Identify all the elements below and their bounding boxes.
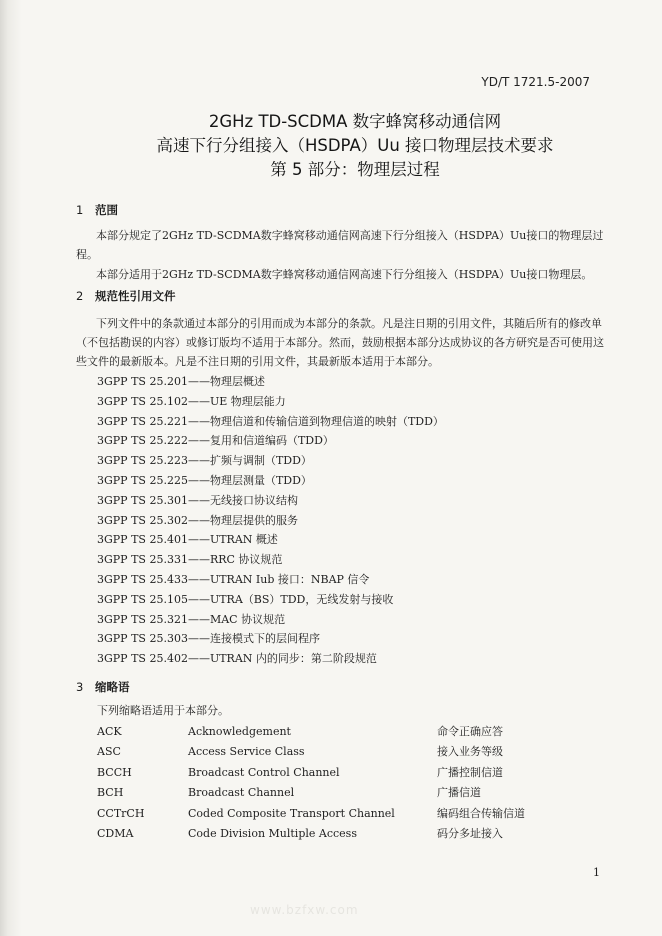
reference-code: 3GPP TS 25.303 xyxy=(97,632,188,646)
abbreviation-row xyxy=(97,804,577,824)
reference-item xyxy=(97,570,444,590)
reference-code: 3GPP TS 25.433 xyxy=(97,572,188,586)
abbreviation: ASC xyxy=(97,745,121,759)
section-2-heading xyxy=(76,288,176,304)
reference-item xyxy=(97,530,444,550)
abbreviations-intro: 下列缩略语适用于本部分。 xyxy=(97,704,229,717)
reference-code: 3GPP TS 25.401 xyxy=(97,533,188,547)
reference-item xyxy=(97,451,444,471)
reference-title: MAC 协议规范 xyxy=(209,612,286,626)
reference-title: 连接模式下的层间程序 xyxy=(209,632,320,646)
reference-item xyxy=(97,372,444,392)
full-term: Coded Composite Transport Channel xyxy=(188,806,395,820)
reference-code: 3GPP TS 25.105 xyxy=(97,592,188,606)
section-3-heading xyxy=(76,679,130,695)
reference-item xyxy=(97,511,444,531)
abbreviation-row xyxy=(97,742,577,762)
abbreviation-row xyxy=(97,824,577,844)
title-line-3: 第 5 部分：物理层过程 xyxy=(270,160,440,179)
abbreviation: ACK xyxy=(97,725,122,738)
reference-dash: —— xyxy=(187,592,210,606)
reference-code: 3GPP TS 25.321 xyxy=(97,612,188,626)
reference-code: 3GPP TS 25.402 xyxy=(97,652,188,666)
reference-dash: —— xyxy=(187,454,210,468)
reference-list xyxy=(97,372,444,669)
abbreviation: BCCH xyxy=(97,765,132,779)
reference-item xyxy=(97,491,444,511)
chinese-term: 编码组合传输信道 xyxy=(437,806,525,820)
chinese-term: 广播控制信道 xyxy=(437,765,503,779)
abbreviation: BCH xyxy=(97,786,124,800)
chinese-term: 码分多址接入 xyxy=(437,826,503,840)
reference-dash: —— xyxy=(187,652,210,666)
abbreviation-row xyxy=(97,763,577,783)
footer-watermark: www.bzfxw.com xyxy=(250,903,359,917)
reference-item xyxy=(97,392,444,412)
reference-code: 3GPP TS 25.223 xyxy=(97,454,188,468)
chinese-term: 命令正确应答 xyxy=(437,725,503,738)
title-line-2: 高速下行分组接入（HSDPA）Uu 接口物理层技术要求 xyxy=(156,136,554,155)
abbreviation-row xyxy=(97,783,577,803)
reference-code: 3GPP TS 25.222 xyxy=(97,434,188,448)
section-1-paragraph-1: 本部分规定了2GHz TD-SCDMA数字蜂窝移动通信网高速下行分组接入（HSDPA）Uu接口的物理层过程。 xyxy=(76,229,604,261)
reference-code: 3GPP TS 25.331 xyxy=(97,553,188,567)
reference-title: 物理层概述 xyxy=(209,375,265,388)
reference-code: 3GPP TS 25.301 xyxy=(97,493,188,507)
abbreviation-table xyxy=(97,722,577,844)
reference-dash: —— xyxy=(187,612,210,626)
section-number: 2 xyxy=(76,289,84,303)
reference-code: 3GPP TS 25.225 xyxy=(97,473,188,487)
reference-dash: —— xyxy=(187,572,210,586)
reference-code: 3GPP TS 25.302 xyxy=(97,513,188,527)
reference-item xyxy=(97,431,444,451)
abbreviation: CCTrCH xyxy=(97,806,145,820)
reference-item xyxy=(97,629,444,649)
reference-dash: —— xyxy=(187,394,210,408)
abbreviation: CDMA xyxy=(97,826,134,840)
reference-item xyxy=(97,550,444,570)
reference-title: RRC 协议规范 xyxy=(209,553,283,567)
reference-item xyxy=(97,610,444,630)
reference-code: 3GPP TS 25.221 xyxy=(97,414,188,428)
reference-title: 物理信道和传输信道到物理信道的映射（TDD） xyxy=(209,414,444,428)
section-title: 范围 xyxy=(95,203,118,217)
abbreviation-row xyxy=(97,722,577,742)
reference-title: UTRAN 概述 xyxy=(209,533,278,547)
section-title: 缩略语 xyxy=(95,680,130,694)
chinese-term: 广播信道 xyxy=(437,786,481,800)
reference-dash: —— xyxy=(187,375,210,388)
chinese-term: 接入业务等级 xyxy=(437,745,503,759)
section-1-heading xyxy=(76,202,118,218)
reference-dash: —— xyxy=(187,493,210,507)
reference-dash: —— xyxy=(187,513,210,527)
reference-dash: —— xyxy=(187,473,210,487)
section-2-paragraph: 下列文件中的条款通过本部分的引用而成为本部分的条款。凡是注日期的引用文件，其随后所有的修改单（不包括勘误的内容）或修订版均不适用于本部分。然而，鼓励根据本部分达成协议的各方研究是否可使用这些文件的最新版本。凡是不注日期的引用文件，其最新版本适用于本部分。 xyxy=(76,317,604,368)
reference-dash: —— xyxy=(187,632,210,646)
reference-title: UE 物理层能力 xyxy=(209,394,286,408)
reference-item xyxy=(97,412,444,432)
reference-title: 物理层提供的服务 xyxy=(209,513,298,527)
reference-title: UTRA（BS）TDD，无线发射与接收 xyxy=(209,592,394,606)
section-number: 1 xyxy=(76,203,84,217)
reference-dash: —— xyxy=(187,434,210,448)
full-term: Acknowledgement xyxy=(188,725,291,738)
section-number: 3 xyxy=(76,680,84,694)
reference-code: 3GPP TS 25.201 xyxy=(97,375,188,388)
reference-title: 扩频与调制（TDD） xyxy=(209,454,312,468)
reference-title: 无线接口协议结构 xyxy=(209,493,298,507)
reference-dash: —— xyxy=(187,553,210,567)
page-number: 1 xyxy=(593,866,600,879)
full-term: Broadcast Channel xyxy=(188,786,295,800)
standard-number: YD/T 1721.5-2007 xyxy=(481,75,590,89)
reference-code: 3GPP TS 25.102 xyxy=(97,394,188,408)
reference-item xyxy=(97,649,444,669)
full-term: Broadcast Control Channel xyxy=(188,765,340,779)
section-1-paragraph-2: 本部分适用于2GHz TD-SCDMA数字蜂窝移动通信网高速下行分组接入（HSDPA）Uu接口物理层。 xyxy=(96,268,593,281)
reference-title: 物理层测量（TDD） xyxy=(209,473,312,487)
reference-dash: —— xyxy=(187,533,210,547)
reference-item xyxy=(97,471,444,491)
reference-item xyxy=(97,590,444,610)
reference-dash: —— xyxy=(187,414,210,428)
full-term: Access Service Class xyxy=(188,745,305,759)
reference-title: UTRAN Iub 接口：NBAP 信令 xyxy=(209,572,370,586)
reference-title: 复用和信道编码（TDD） xyxy=(209,434,334,448)
section-title: 规范性引用文件 xyxy=(95,289,176,303)
title-line-1: 2GHz TD-SCDMA 数字蜂窝移动通信网 xyxy=(208,112,502,131)
reference-title: UTRAN 内的同步：第二阶段规范 xyxy=(209,652,377,666)
full-term: Code Division Multiple Access xyxy=(188,826,357,840)
